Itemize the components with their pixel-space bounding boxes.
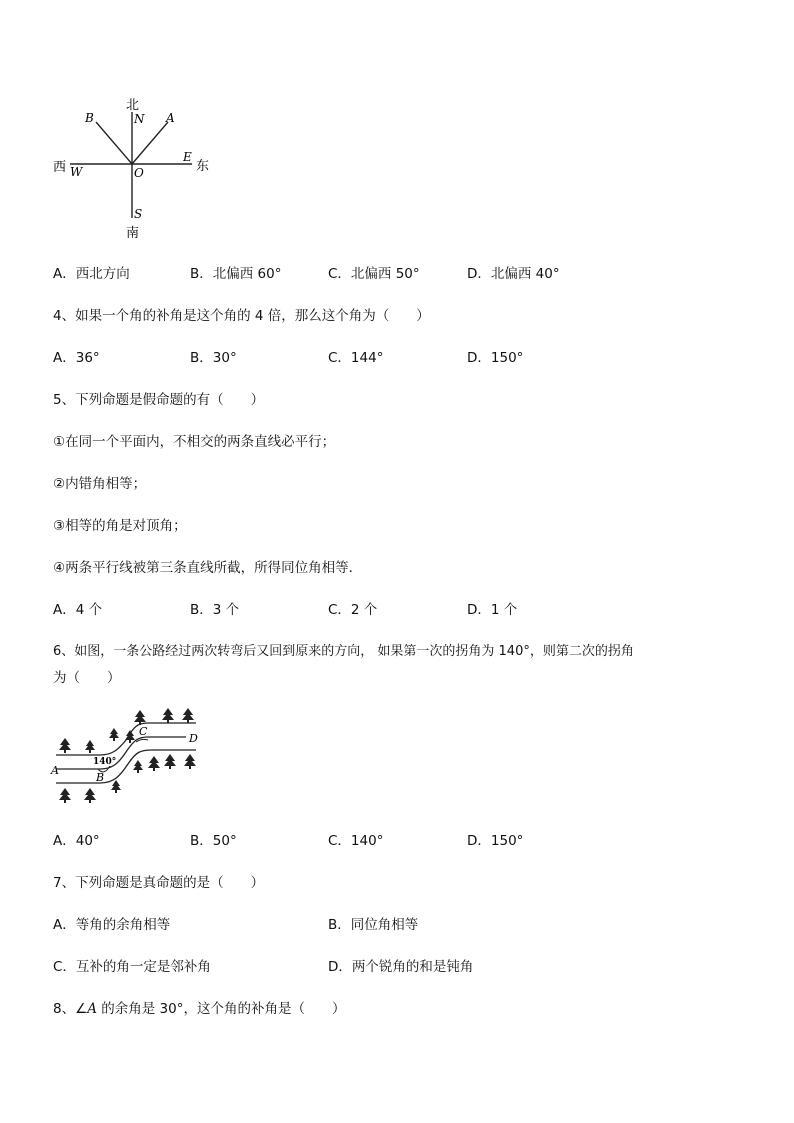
q6-stem-line1: 6、如图，一条公路经过两次转弯后又回到原来的方向， 如果第一次的拐角为 140°，则第二次的拐角 [53, 644, 634, 659]
tree-icon [109, 728, 119, 741]
tree-icon [162, 708, 174, 723]
label-N: N [134, 112, 145, 126]
q7-option-b[interactable]: B．同位角相等 [328, 917, 419, 933]
q8-stem-prefix: 8、∠ [53, 1001, 88, 1017]
label-west: 西 [53, 160, 67, 175]
label-C-road: C [139, 725, 148, 738]
q6-stem-line2: 为（ ） [53, 670, 121, 686]
q4-option-a[interactable]: A．36° [53, 350, 100, 366]
tree-icon [182, 708, 194, 723]
q5-statement-4: ④两条平行线被第三条直线所截，所得同位角相等． [53, 560, 363, 576]
label-E: E [183, 150, 192, 164]
label-east: 东 [196, 159, 210, 174]
tree-icon [85, 740, 95, 753]
q6-option-a[interactable]: A．40° [53, 833, 100, 849]
label-A: A [166, 111, 175, 125]
q4-option-d[interactable]: D．150° [467, 350, 524, 366]
q4-option-b[interactable]: B．30° [190, 350, 237, 366]
tree-icon [133, 760, 143, 773]
tree-icon [125, 730, 135, 743]
label-south: 南 [126, 226, 140, 241]
label-north: 北 [126, 98, 140, 113]
q6-option-c[interactable]: C．140° [328, 833, 384, 849]
q5-option-d[interactable]: D．1 个 [467, 602, 518, 618]
angle-140-label: 140° [93, 757, 117, 767]
label-B: B [85, 111, 94, 125]
q8-stem-suffix: 的余角是 30°，这个角的补角是（ ） [96, 1001, 346, 1017]
q3-option-a[interactable]: A．西北方向 [53, 266, 130, 282]
tree-icon [59, 788, 71, 803]
q4-option-c[interactable]: C．144° [328, 350, 384, 366]
tree-icon [148, 756, 160, 771]
tree-icon [184, 754, 196, 769]
q6-option-b[interactable]: B．50° [190, 833, 237, 849]
tree-icon [59, 738, 71, 753]
q5-option-b[interactable]: B．3 个 [190, 602, 240, 618]
q4-stem: 4、如果一个角的补角是这个角的 4 倍，那么这个角为（ ） [53, 308, 430, 324]
q8-stem-variable: A [87, 1001, 97, 1017]
q7-option-d[interactable]: D．两个锐角的和是钝角 [328, 959, 474, 975]
label-O: O [134, 166, 144, 180]
q5-statement-2: ②内错角相等； [53, 476, 147, 492]
q5-option-c[interactable]: C．2 个 [328, 602, 378, 618]
tree-icon [111, 780, 121, 793]
label-W: W [70, 165, 83, 179]
q3-option-d[interactable]: D．北偏西 40° [467, 266, 560, 282]
tree-icon [164, 754, 176, 769]
q5-stem: 5、下列命题是假命题的有（ ） [53, 392, 265, 408]
q5-statement-3: ③相等的角是对顶角； [53, 518, 187, 534]
q5-statement-1: ①在同一个平面内，不相交的两条直线必平行； [53, 434, 336, 450]
tree-icon [84, 788, 96, 803]
label-B-road: B [96, 771, 105, 784]
ray-OA [132, 122, 168, 164]
q3-option-b[interactable]: B．北偏西 60° [190, 266, 282, 282]
q7-stem: 7、下列命题是真命题的是（ ） [53, 875, 265, 891]
road-figure [48, 700, 218, 810]
q3-option-c[interactable]: C．北偏西 50° [328, 266, 420, 282]
label-S: S [134, 207, 143, 221]
q7-option-a[interactable]: A．等角的余角相等 [53, 917, 171, 933]
ray-OB [96, 122, 132, 164]
q7-option-c[interactable]: C．互补的角一定是邻补角 [53, 959, 211, 975]
label-A-road: A [51, 764, 59, 777]
label-D-road: D [189, 732, 198, 745]
compass-figure [50, 94, 220, 244]
q8-stem [53, 997, 345, 1017]
q6-option-d[interactable]: D．150° [467, 833, 524, 849]
q5-option-a[interactable]: A．4 个 [53, 602, 103, 618]
